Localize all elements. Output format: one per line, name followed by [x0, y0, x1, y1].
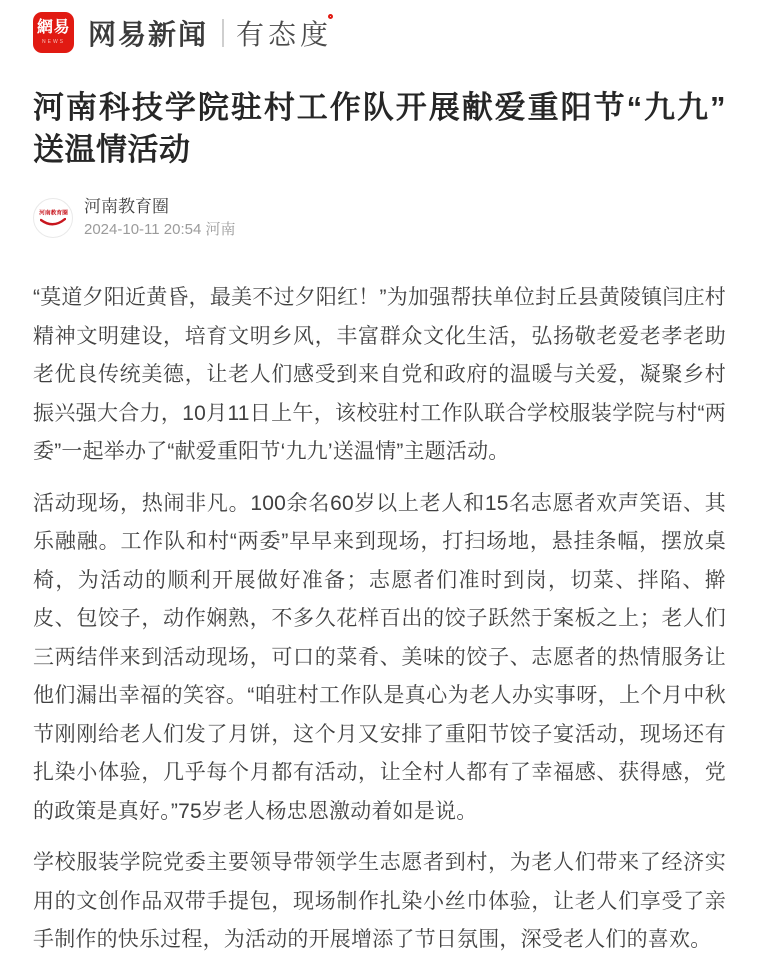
- site-header: [33, 0, 726, 53]
- avatar-swoosh-icon: [40, 218, 66, 227]
- brand-slogan: [236, 13, 333, 53]
- brand-name[interactable]: 网易新闻: [88, 18, 209, 50]
- netease-logo-icon[interactable]: [33, 12, 74, 53]
- author-info: [84, 197, 236, 239]
- avatar-text: 河南教育圈: [38, 210, 68, 217]
- paragraph-3: 学校服装学院党委主要领导带领学生志愿者到村，为老人们带来了经济实用的文创作品双带手提包，现场制作扎染小丝巾体验，让老人们享受了亲手制作的快乐过程，为活动的开展增添了节日氛围，深受老人们的喜欢。: [33, 851, 726, 952]
- publish-meta: 2024-10-11 20:54 河南: [84, 221, 236, 239]
- author-row: [33, 197, 726, 239]
- article-body: [33, 279, 726, 960]
- logo-en-text: NEWS: [42, 38, 65, 45]
- slogan-text: 有态度: [236, 19, 333, 51]
- author-name[interactable]: 河南教育圈: [84, 197, 169, 216]
- article-title: 河南科技学院驻村工作队开展献爱重阳节“九九”送温情活动: [33, 90, 726, 167]
- logo-cn-text: 網易: [36, 19, 70, 37]
- slogan-dot-icon: [328, 14, 333, 19]
- header-divider: [222, 19, 224, 47]
- author-avatar[interactable]: [33, 198, 73, 238]
- paragraph-2: 活动现场，热闹非凡。100余名60岁以上老人和15名志愿者欢声笑语、其乐融融。工作队和村“两委”早早来到现场，打扫场地，悬挂条幅，摆放桌椅，为活动的顺利开展做好准备；志愿者们准时到岗，切菜、拌陷、擀皮、包饺子，动作娴熟，不多久花样百出的饺子跃然于案板之上；老人们三两结伴来到活动现场，可口的菜肴、美味的饺子、志愿者的热情服务让他们漏出幸福的笑容。“咱驻村工作队是真心为老人办实事呀，上个月中秋节刚刚给老人们发了月饼，这个月又安排了重阳节饺子宴活动，现场还有扎染小体验，几乎每个月都有活动，让全村人都有了幸福感、获得感，党的政策是真好。”75岁老人杨忠恩激动着如是说。: [33, 491, 726, 823]
- paragraph-1: “莫道夕阳近黄昏，最美不过夕阳红！”为加强帮扶单位封丘县黄陵镇闫庄村精神文明建设，培育文明乡风，丰富群众文化生活，弘扬敬老爱老孝老助老优良传统美德，让老人们感受到来自党和政府的温暖与关爱，凝聚乡村振兴强大合力，10月11日上午，该校驻村工作队联合学校服装学院与村“两委”一起举办了“献爱重阳节‘九九’送温情”主题活动。: [33, 286, 726, 464]
